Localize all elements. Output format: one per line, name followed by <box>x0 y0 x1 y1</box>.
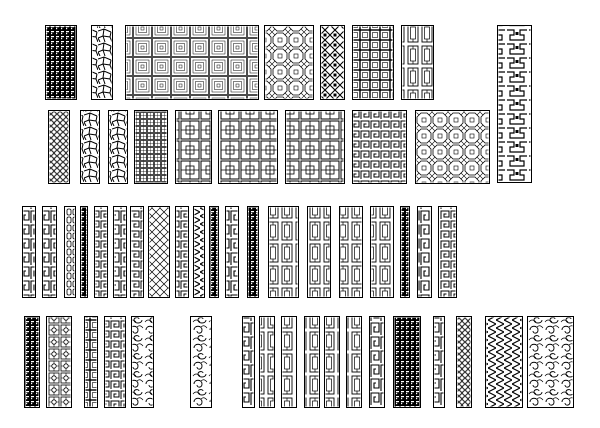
lattice-panel-framed-fret <box>281 316 297 408</box>
lattice-panel-diagonal-lattice <box>148 206 170 298</box>
lattice-panel-window-fret <box>218 110 278 184</box>
lattice-panel-framed-fret <box>370 206 394 298</box>
lattice-panel-dense-fret <box>393 316 421 408</box>
lattice-panel-framed-fret <box>304 316 320 408</box>
lattice-panel-meander-strip <box>225 206 239 298</box>
lattice-panel-circle-chain <box>456 316 472 408</box>
lattice-panel-meander-strip <box>433 316 445 408</box>
lattice-panel-circle-chain <box>48 110 70 184</box>
lattice-panel-dense-strip <box>400 206 410 298</box>
lattice-panel-dense-fret <box>45 25 77 100</box>
lattice-panel-meander-strip <box>22 206 36 298</box>
lattice-panel-framed-fret <box>401 25 434 100</box>
lattice-panel-dense-strip <box>247 206 259 298</box>
lattice-panel-fret-strip <box>130 206 144 298</box>
lattice-panel-link-strip <box>64 206 76 298</box>
lattice-panel-zigzag-strip <box>193 206 205 298</box>
lattice-panel-ice-crack <box>80 110 100 184</box>
lattice-panel-fret-grid <box>352 110 407 184</box>
lattice-panel-meander-strip <box>42 206 57 298</box>
lattice-panel-meander-strip <box>242 316 255 408</box>
lattice-panel-scroll-carving <box>527 316 574 408</box>
lattice-panel-meander-strip <box>417 206 432 298</box>
lattice-panel-small-fret <box>134 110 168 184</box>
lattice-panel-fret-strip <box>438 206 457 298</box>
lattice-panel-zigzag-strip <box>485 316 523 408</box>
lattice-panel-floral-fret <box>46 316 72 408</box>
lattice-panel-nested-squares <box>125 25 259 100</box>
lattice-panel-window-fret <box>175 110 212 184</box>
lattice-panel-fret-column <box>497 25 532 183</box>
lattice-panel-meander-strip <box>113 206 127 298</box>
lattice-panel-framed-fret <box>259 316 275 408</box>
lattice-panel-framed-fret <box>346 316 362 408</box>
lattice-panel-framed-fret <box>268 206 299 298</box>
lattice-panel-dense-strip <box>209 206 219 298</box>
lattice-panel-grid <box>352 25 394 100</box>
lattice-panel-dense-fret <box>24 316 40 408</box>
lattice-panel-octagon-lattice <box>415 110 490 184</box>
lattice-panel-octagon-lattice <box>264 25 314 100</box>
lattice-panel-grid <box>84 316 98 408</box>
lattice-panel-fret-strip <box>175 206 189 298</box>
lattice-panel-fret-strip <box>94 206 108 298</box>
lattice-panel-meander-strip <box>369 316 385 408</box>
lattice-panel-framed-fret <box>307 206 331 298</box>
lattice-panel-framed-fret <box>339 206 363 298</box>
lattice-panel-ice-crack <box>108 110 128 184</box>
lattice-panel-framed-fret <box>324 316 340 408</box>
lattice-panel-ice-crack <box>91 25 113 100</box>
lattice-panel-window-fret <box>285 110 345 184</box>
lattice-panel-scroll-carving <box>190 316 212 408</box>
lattice-panel-fret-strip <box>104 316 126 408</box>
lattice-panel-diamond-lattice <box>320 25 345 100</box>
lattice-panel-dense-strip <box>80 206 88 298</box>
lattice-panel-scroll-carving <box>131 316 154 408</box>
